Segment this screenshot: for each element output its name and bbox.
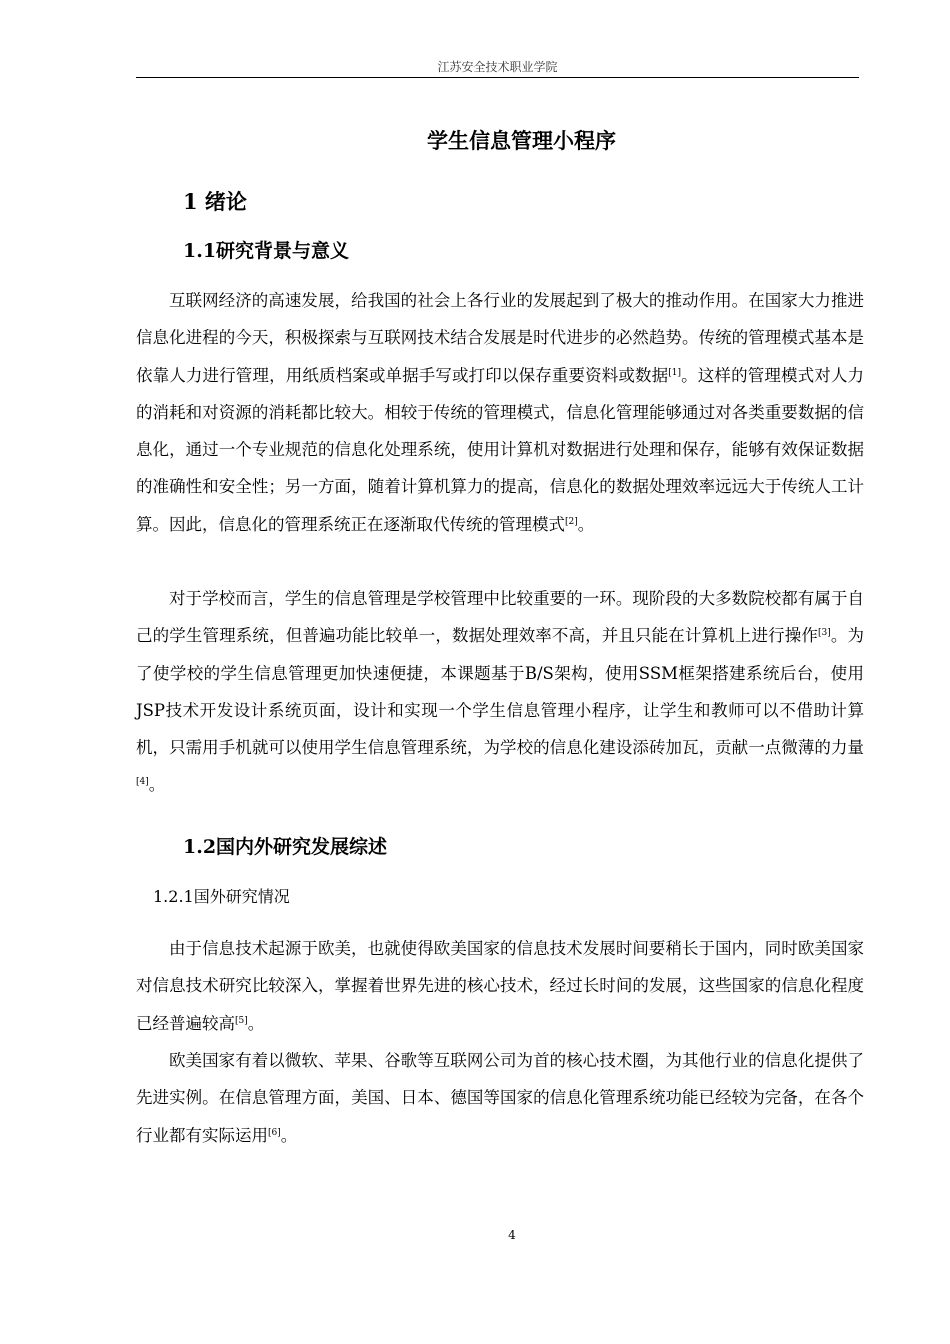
paragraph-1 (136, 282, 864, 543)
citation-3: [3] (817, 628, 831, 639)
page-header: 江苏安全技术职业学院 (437, 60, 558, 74)
paragraph-3-text-b: 。 (247, 1013, 265, 1033)
section-heading-1-2: 1.2国内外研究发展综述 (183, 836, 388, 858)
header-rule (136, 77, 859, 78)
document-title: 学生信息管理小程序 (427, 128, 616, 153)
subsection-heading-1-2-1: 1.2.1国外研究情况 (153, 887, 290, 906)
paragraph-4-text-a: 欧美国家有着以微软、苹果、谷歌等互联网公司为首的核心技术圈，为其他行业的信息化提供了先进实例。在信息管理方面，美国、日本、德国等国家的信息化管理系统功能已经较为完备，在各个行业都有实际运用 (136, 1051, 864, 1145)
paragraph-2-text-a: 对于学校而言，学生的信息管理是学校管理中比较重要的一环。现阶段的大多数院校都有属于自己的学生管理系统，但普遍功能比较单一，数据处理效率不高，并且只能在计算机上进行操作 (136, 589, 864, 646)
citation-4: [4] (136, 777, 149, 788)
paragraph-2-text-b: 。为了使学校的学生信息管理更加快速便捷，本课题基于B/S架构，使用SSM框架搭建系统后台，使用JSP技术开发设计系统页面，设计和实现一个学生信息管理小程序，让学生和教师可以不借助计算机，只需用手机就可以使用学生信息管理系统，为学校的信息化建设添砖加瓦，贡献一点微薄的力量 (136, 626, 865, 758)
citation-2: [2] (565, 516, 578, 527)
paragraph-2 (136, 580, 864, 804)
paragraph-1-text-a: 互联网经济的高速发展，给我国的社会上各行业的发展起到了极大的推动作用。在国家大力推进信息化进程的今天，积极探索与互联网技术结合发展是时代进步的必然趋势。传统的管理模式基本是依靠人力进行管理，用纸质档案或单据手写或打印以保存重要资料或数据 (136, 291, 864, 385)
paragraph-3 (136, 930, 864, 1042)
page-number: 4 (508, 1228, 516, 1242)
paragraph-3-text-a: 由于信息技术起源于欧美，也就使得欧美国家的信息技术发展时间要稍长于国内，同时欧美国家对信息技术研究比较深入，掌握着世界先进的核心技术，经过长时间的发展，这些国家的信息化程度已经普遍较高 (136, 939, 864, 1033)
paragraph-2-text-c: 。 (148, 775, 166, 795)
paragraph-4 (136, 1042, 864, 1154)
paragraph-1-text-c: 。 (577, 514, 595, 534)
citation-5: [5] (235, 1015, 248, 1026)
paragraph-1-text-b: 。这样的管理模式对人力的消耗和对资源的消耗都比较大。相较于传统的管理模式，信息化管理能够通过对各类重要数据的信息化，通过一个专业规范的信息化处理系统，使用计算机对数据进行处理和保存，能够有效保证数据的准确性和安全性；另一方面，随着计算机算力的提高，信息化的数据处理效率远远大于传统人工计算。因此，信息化的管理系统正在逐渐取代传统的管理模式 (136, 365, 865, 534)
section-heading-1-1: 1.1研究背景与意义 (183, 240, 350, 262)
chapter-heading: 1 绪论 (183, 189, 247, 214)
citation-1: [1] (668, 367, 682, 378)
paragraph-4-text-b: 。 (280, 1125, 298, 1145)
citation-6: [6] (268, 1127, 281, 1138)
